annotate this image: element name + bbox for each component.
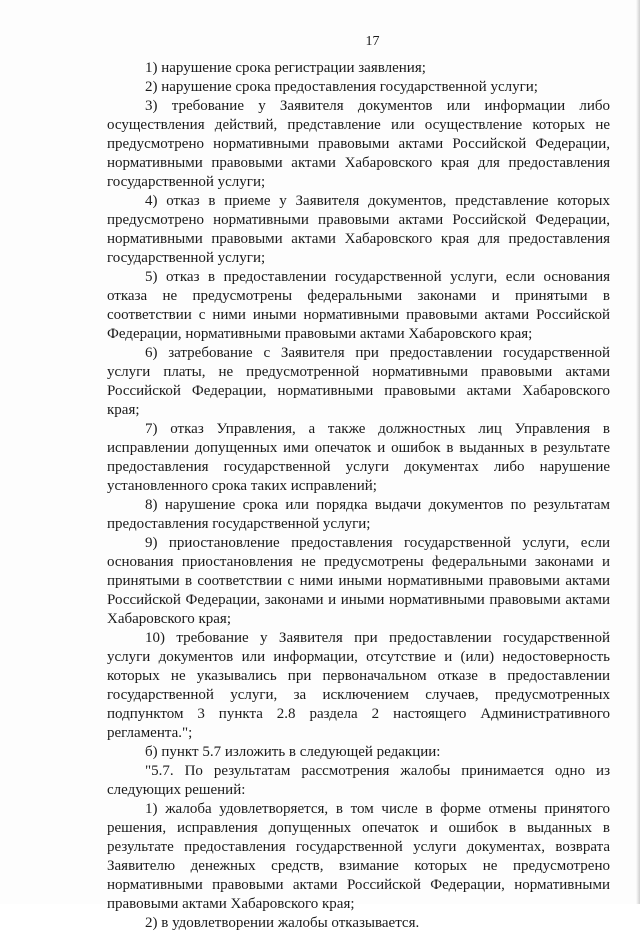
paragraph-decision-1: 1) жалоба удовлетворяется, в том числе в форме отмены принятого решения, исправления допущенных опечаток и ошибок в выданных в результате предоставления государственной услуги документах, возврата Заявителю денежных средств, взимание которых не предусмотрено нормативными правовыми актами Российской Федерации, нормативными правовыми актами Хабаровского края; — [107, 801, 610, 912]
paragraph-item-9: 9) приостановление предоставления государственной услуги, если основания приостановления не предусмотрены федеральными законами и принятыми в соответствии с ними иными нормативными правовыми актами Российской Федерации, законами и иными нормативными правовыми актами Хабаровского края; — [107, 535, 610, 627]
paragraph-item-1: 1) нарушение срока регистрации заявления; — [145, 60, 426, 76]
paragraph-item-3: 3) требование у Заявителя документов или информации либо осуществления действий, представление или осуществление которых не предусмотрено нормативными правовыми актами Российской Федерации, нормативными правовыми актами Хабаровского края для предоставления государственной услуги; — [107, 98, 610, 190]
document-body — [107, 59, 610, 933]
paragraph-item-10: 10) требование у Заявителя при предоставлении государственной услуги документов или информации, отсутствие и (или) недостоверность которых не указывались при первоначальном отказе в предоставлении государственной услуги, за исключением случаев, предусмотренных подпунктом 3 пункта 2.8 раздела 2 настоящего Административного регламента."; — [107, 630, 610, 741]
page-number: 17 — [365, 34, 380, 49]
paragraph-clause-5-7: "5.7. По результатам рассмотрения жалобы принимается одно из следующих решений: — [107, 763, 610, 798]
paragraph-item-2: 2) нарушение срока предоставления государственной услуги; — [145, 79, 538, 95]
paragraph-decision-2: 2) в удовлетворении жалобы отказывается. — [145, 915, 420, 931]
paragraph-amendment-b: б) пункт 5.7 изложить в следующей редакции: — [145, 744, 441, 760]
paragraph-item-6: 6) затребование с Заявителя при предоставлении государственной услуги платы, не предусмотренной нормативными правовыми актами Российской Федерации, нормативными правовыми актами Хабаровского края; — [107, 345, 610, 418]
paragraph-item-8: 8) нарушение срока или порядка выдачи документов по результатам предоставления государственной услуги; — [107, 497, 610, 532]
paragraph-item-5: 5) отказ в предоставлении государственной услуги, если основания отказа не предусмотрены федеральными законами и принятыми в соответствии с ними иными нормативными правовыми актами Российской Федерации, нормативными правовыми актами Хабаровского края; — [107, 269, 610, 342]
paragraph-item-7: 7) отказ Управления, а также должностных лиц Управления в исправлении допущенных ими опечаток и ошибок в выданных в результате предоставления государственной услуги документах либо нарушение установленного срока таких исправлений; — [107, 421, 610, 494]
scan-edge-shadow — [636, 0, 640, 904]
paragraph-item-4: 4) отказ в приеме у Заявителя документов, представление которых предусмотрено нормативными правовыми актами Российской Федерации, нормативными правовыми актами Хабаровского края для предоставления государственной услуги; — [107, 193, 610, 266]
